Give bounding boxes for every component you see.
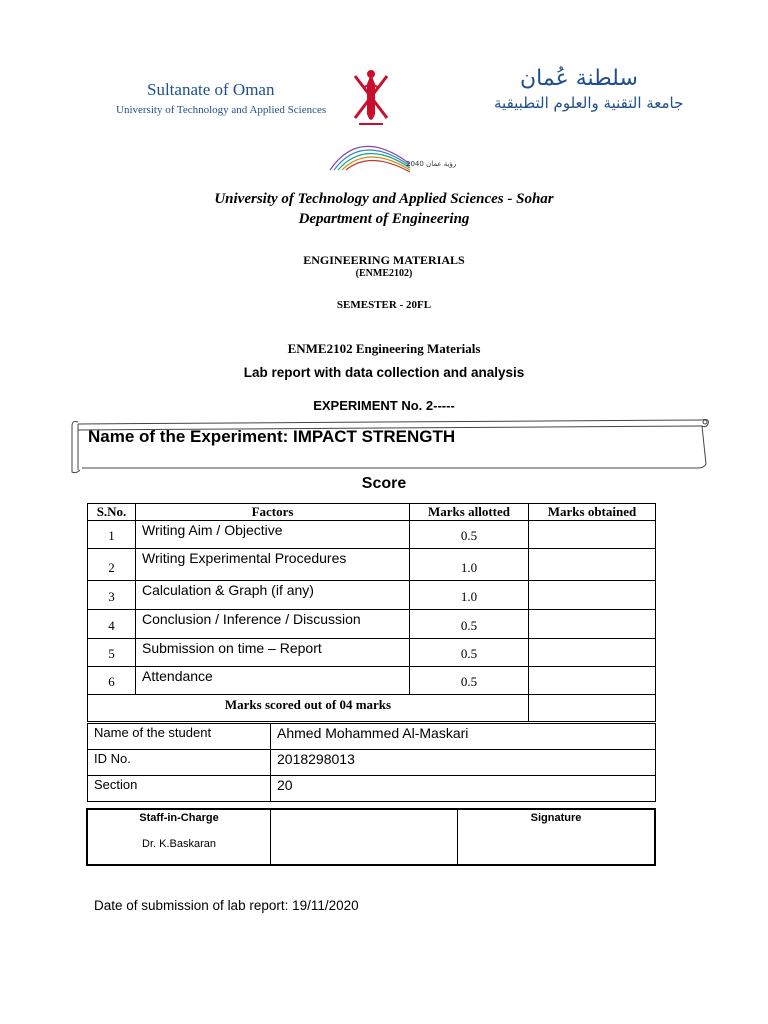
row-factor: Conclusion / Inference / Discussion [136, 610, 410, 639]
row-factor: Attendance [136, 667, 410, 695]
marks-table-header [88, 504, 656, 521]
total-row [88, 695, 656, 722]
score-heading: Score [361, 475, 407, 492]
student-name-label: Name of the student [88, 724, 271, 750]
row-allotted: 0.5 [410, 639, 529, 667]
row-allotted: 0.5 [410, 521, 529, 549]
table-row [88, 581, 656, 610]
table-row [88, 667, 656, 695]
row-factor: Submission on time – Report [136, 639, 410, 667]
row-allotted: 1.0 [410, 581, 529, 610]
student-name-value: Ahmed Mohammed Al-Maskari [271, 724, 656, 750]
row-allotted: 1.0 [410, 549, 529, 581]
student-id-label: ID No. [88, 750, 271, 776]
student-section-value: 20 [271, 776, 656, 802]
row-sno: 2 [88, 549, 136, 581]
column-sno: S.No. [88, 504, 136, 521]
logo-country-arabic: سلطنة عُمان [520, 66, 638, 91]
oman-emblem-icon [347, 66, 395, 130]
staff-cell [87, 809, 271, 865]
experiment-name: Name of the Experiment: IMPACT STRENGTH [88, 427, 456, 446]
experiment-number: EXPERIMENT No. 2----- [313, 398, 455, 413]
row-sno: 3 [88, 581, 136, 610]
oman-vision-2040-logo [310, 128, 457, 178]
row-obtained [529, 639, 656, 667]
course-code: (ENME2102) [355, 268, 413, 279]
row-sno: 1 [88, 521, 136, 549]
row-factor: Calculation & Graph (if any) [136, 581, 410, 610]
report-type: Lab report with data collection and analysis [243, 365, 525, 380]
table-row [88, 521, 656, 549]
column-marks-obtained: Marks obtained [529, 504, 656, 521]
staff-row [87, 809, 655, 865]
submission-date: Date of submission of lab report: 19/11/2020 [94, 898, 359, 913]
student-section-label: Section [88, 776, 271, 802]
total-value [529, 695, 656, 722]
row-allotted: 0.5 [410, 667, 529, 695]
signature-cell [458, 809, 656, 865]
student-section-row [88, 776, 656, 802]
row-obtained [529, 581, 656, 610]
row-sno: 5 [88, 639, 136, 667]
student-id-value: 2018298013 [271, 750, 656, 776]
column-marks-allotted: Marks allotted [410, 504, 529, 521]
student-info-table [87, 723, 656, 802]
row-sno: 4 [88, 610, 136, 639]
student-id-row [88, 750, 656, 776]
course-title: ENGINEERING MATERIALS [303, 253, 465, 267]
table-row [88, 549, 656, 581]
course-full-name: ENME2102 Engineering Materials [287, 341, 481, 356]
staff-signature-table [86, 808, 656, 866]
row-obtained [529, 549, 656, 581]
university-heading: University of Technology and Applied Sciences - Sohar [214, 191, 554, 207]
row-obtained [529, 610, 656, 639]
staff-empty-cell [271, 809, 458, 865]
row-factor: Writing Aim / Objective [136, 521, 410, 549]
row-allotted: 0.5 [410, 610, 529, 639]
staff-label: Staff-in-Charge [139, 812, 219, 824]
row-obtained [529, 521, 656, 549]
logo-university-text: University of Technology and Applied Sciences [116, 104, 327, 116]
total-label: Marks scored out of 04 marks [88, 695, 529, 722]
signature-label: Signature [530, 812, 582, 824]
logo-country-text: Sultanate of Oman [147, 80, 275, 99]
staff-name: Dr. K.Baskaran [142, 838, 216, 850]
student-name-row [88, 724, 656, 750]
semester: SEMESTER - 20FL [336, 299, 432, 311]
column-factors: Factors [136, 504, 410, 521]
row-obtained [529, 667, 656, 695]
department-heading: Department of Engineering [298, 211, 470, 227]
vision-logo-text: رؤية عمان 2040 [406, 160, 457, 168]
table-row [88, 610, 656, 639]
logo-university-arabic: جامعة التقنية والعلوم التطبيقية [494, 94, 684, 112]
row-sno: 6 [88, 667, 136, 695]
marks-table [87, 503, 656, 722]
row-factor: Writing Experimental Procedures [136, 549, 410, 581]
table-row [88, 639, 656, 667]
